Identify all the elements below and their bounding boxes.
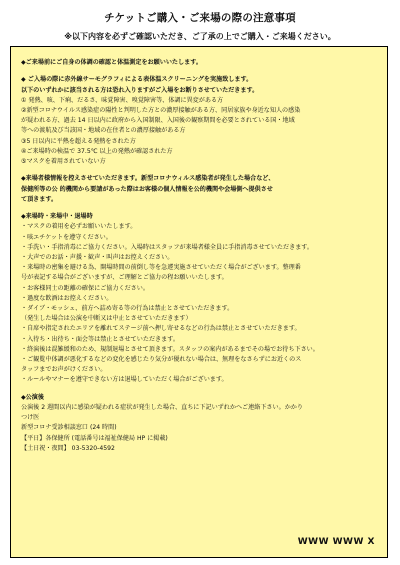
line: ・過度な飲酒はお控えください。	[21, 294, 113, 302]
page-title: チケットご購入・ご来場の際の注意事項	[104, 12, 296, 24]
line: ◆来場者様情報を控えさせていただきます。新型コロナウィルス感染者が発生した場合など、	[21, 175, 275, 183]
line: タッフまでお声がけください。	[21, 366, 107, 374]
line: ⑤マスクを着用されていない方	[21, 158, 106, 166]
line: ① 発熱、咳、下痢、だるさ、味覚障害、嗅覚障害等、体調に異変がある方	[21, 96, 224, 104]
line: ・大声でのお話・声援・歓声・叫声はお控えください。	[21, 254, 174, 262]
line: ②新型コロナウイルス感染症の陽性と判明した方との濃厚接触がある方、同居家族や身近な知人の感染	[21, 107, 301, 114]
line: 保健所等の公 的機関から要請があった際はお客様の個人情報を公的機関や会場側へ提供させ	[21, 185, 273, 193]
organizer-signature: WWW WWW X	[297, 536, 375, 547]
section-health-check	[21, 58, 379, 68]
section-heading: ◆ ご入場の際に赤外線サーモグラフィによる表体温スクリーニングを実施致します。	[21, 76, 253, 84]
section-heading: ◆ご来場前にご自身の体調の確認と体温測定をお願いいたします。	[21, 59, 202, 66]
line: ・来場時の密集を避ける為、開場時間の前倒し等を急遽実施させていただく場合がございます。整理番	[21, 264, 301, 272]
line: ・ダイブ・モッシュ、前方へ詰め寄る等の行為は禁止とさせていただきます。	[21, 305, 234, 313]
line: 新型コロナ受診相談窓口 (24 時間)	[21, 424, 117, 432]
line: ・ご観覧中体調が悪化するなどの変化を感じたり気分が優れない場合は、無理をなさらずにお近くのス	[21, 356, 302, 364]
line: 公演後 2 週間以内に感染が疑われる症状が発生した場合、直ちに下記いずれかへご連絡下さい。かかり	[21, 404, 303, 412]
line: 以下のいずれかに該当される方は恐れ入りますがご入場をお断りさせていただきます。	[21, 86, 259, 94]
line: 等への渡航及び当該国・地域の在住者との濃厚接触がある方	[21, 127, 186, 135]
line: ・終演後は混雑緩和のため、規制退場とさせて頂きます。スタッフの案内があるまでその場でお待ち下さい。	[21, 345, 319, 353]
section-during-visit	[21, 212, 379, 385]
notice-box	[10, 46, 388, 558]
page-subtitle: ※以下内容を必ずご確認いただき、ご了承の上でご購入・ご来場ください。	[64, 32, 336, 41]
line: ・マスクの着用を必ずお願いいたします。	[21, 223, 137, 231]
line: ・入待ち・出待ち・面会等は禁止とさせていただきます。	[21, 335, 179, 343]
line: が疑われる方、過去 14 日以内に政府から入国制限、入国後の観察期間を必要とされている国・地域	[21, 117, 295, 125]
line: （発生した場合は公演を中断又は中止とさせていただきます）	[21, 315, 192, 323]
line: ・自席や指定されたエリアを離れてステージ前へ押し寄せるなどの行為は禁止とさせていただきます。	[21, 325, 301, 333]
line: ④ご来場時の検温で 37.5℃ 以上の発熱が確認された方	[21, 147, 173, 155]
line: 【平日】各保健所 (電話番号は福祉保健局 HP に掲載)	[21, 434, 168, 442]
line: ③5 日以内に平熱を超える発熱をされた方	[21, 137, 136, 145]
line: 【土日祝・夜間】 03-5320-4592	[21, 444, 115, 452]
line: 号が表記する場合がございますが、ご理解とご協力の程お願いいたします。	[21, 274, 228, 282]
section-heading: ◆公演後	[21, 393, 44, 401]
section-heading: ◆来場時・来場中・退場時	[21, 213, 93, 221]
line: ・お客様同士の距離の確保にご協力ください。	[21, 284, 149, 292]
line: つけ医	[21, 414, 40, 422]
line: ・手洗い・手指消毒にご協力ください。入場時はスタッフが来場者様全員に手指消毒させていただきます。	[21, 243, 314, 251]
section-after-show	[21, 393, 379, 454]
line: て頂きます。	[21, 195, 58, 203]
line: ・ルールやマナーを遵守できない方は退場していただく場合がございます。	[21, 376, 228, 384]
line: ・咳エチケットを遵守ください。	[21, 233, 112, 241]
section-thermography	[21, 75, 379, 167]
section-contact-info	[21, 174, 379, 205]
